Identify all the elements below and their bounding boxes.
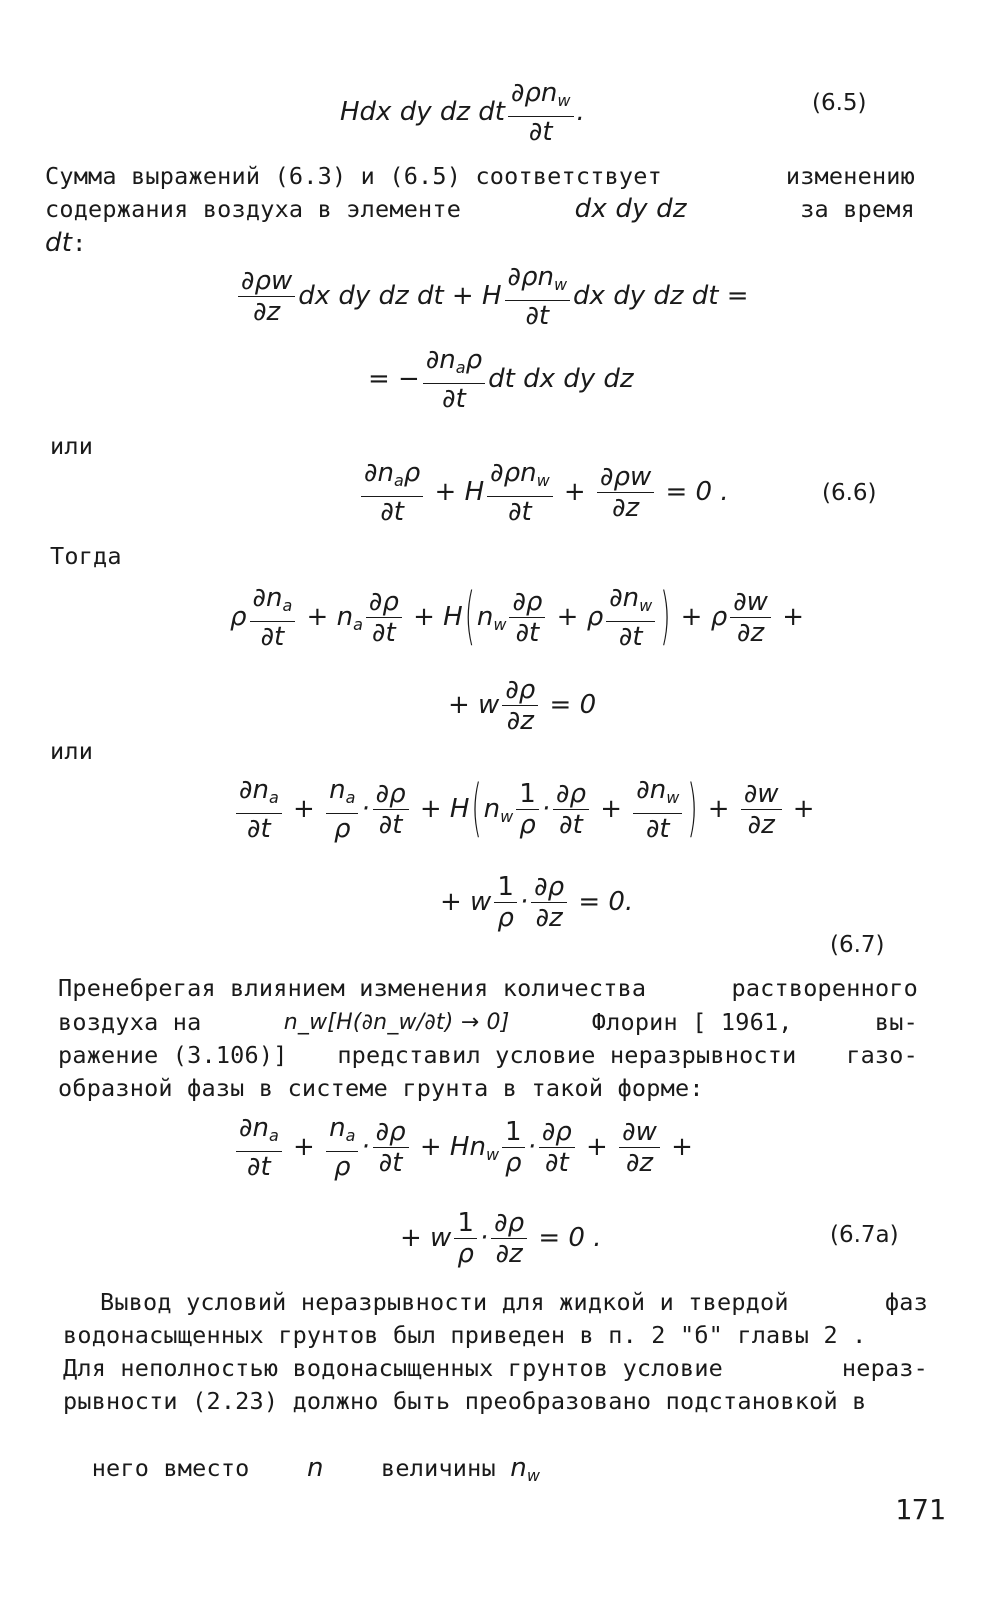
- equation-air-balance-line-2: = − $\frac{\partial n_a\rho}{\partial t}$ dt dx dy dz: [368, 345, 634, 414]
- equation-6-5: Hdx dy dz dt $\frac{\partial\rho n_w}{\partial t}$ .: [340, 78, 585, 147]
- equation-6-7a: + w $\frac{1}{\rho}$ · $\frac{\partial\rho}{\partial z}$ = 0 .: [400, 1208, 602, 1269]
- equation-6-7-line-1: $\frac{\partial n_a}{\partial t}$ + $\frac{n_a}{\rho}$ · $\frac{\partial\rho}{\partial t}$ + $H(n_w$ $\frac{1}{\rho}$ · $\frac{\partial\rho}{\partial t}$ + $\frac{\partial n_w}{\partial t}$ ) + $\frac{\partial w}{\partial z}$ +: [233, 775, 815, 844]
- word-or-2: или: [50, 737, 94, 765]
- word-then: Тогда: [50, 542, 122, 570]
- page-number: 171: [895, 1493, 946, 1526]
- equation-expanded-line-1: ρ $\frac{\partial n_a}{\partial t}$ + $n_a$ $\frac{\partial\rho}{\partial t}$ + $H(n_w$ $\frac{\partial\rho}{\partial t}$ + ρ $\frac{\partial n_w}{\partial t}$ ) + ρ $\frac{\partial w}{\partial z}$ +: [230, 581, 805, 654]
- equation-number-6-7: (6.7): [830, 932, 885, 958]
- paragraph-3-line-3: Для неполностью водонасыщенных грунтов условие нераз-: [63, 1354, 928, 1382]
- equation-number-6-7a: (6.7a): [830, 1222, 899, 1248]
- paragraph-2-line-4: образной фазы в системе грунта в такой форме:: [58, 1074, 704, 1102]
- paragraph-3-line-1: Вывод условий неразрывности для жидкой и твердой фаз: [100, 1288, 928, 1316]
- paragraph-3-line-2: водонасыщенных грунтов был приведен в п. 2 "б" главы 2 .: [63, 1321, 867, 1349]
- paragraph-2-line-2: воздуха на n_w[H(∂n_w/∂t) → 0] Флорин [ 1961, вы-: [58, 1008, 918, 1036]
- equation-6-6: $\frac{\partial n_a\rho}{\partial t}$ + H $\frac{\partial\rho n_w}{\partial t}$ + $\frac{\partial\rho w}{\partial z}$ = 0 .: [358, 458, 729, 527]
- equation-number-6-6: (6.6): [822, 480, 877, 506]
- paragraph-3-line-5: него вместо n величины $n_w$: [91, 1452, 541, 1485]
- word-or-1: или: [50, 432, 94, 460]
- paragraph-1-line-2: содержания воздуха в элементе dx dy dz за время: [45, 194, 915, 224]
- equation-number-6-5: (6.5): [812, 90, 867, 116]
- equation-6-7-line-2: + w $\frac{1}{\rho}$ · $\frac{\partial\rho}{\partial z}$ = 0.: [440, 872, 634, 933]
- paragraph-2-line-1: Пренебрегая влиянием изменения количества растворенного: [58, 974, 918, 1002]
- paragraph-1-line-3: dt:: [45, 228, 87, 258]
- paragraph-2-line-3: ражение (3.106)] представил условие неразрывности газо-: [58, 1041, 918, 1069]
- equation-expanded-line-2: + w $\frac{\partial\rho}{\partial z}$ = 0: [448, 675, 597, 736]
- paragraph-1-line-1: Сумма выражений (6.3) и (6.5) соответствует изменению: [45, 162, 915, 190]
- paragraph-3-line-4: рывности (2.23) должно быть преобразовано подстановкой в: [63, 1387, 867, 1415]
- equation-florin-line-1: $\frac{\partial n_a}{\partial t}$ + $\frac{n_a}{\rho}$ · $\frac{\partial\rho}{\partial t}$ + $Hn_w$ $\frac{1}{\rho}$ · $\frac{\partial\rho}{\partial t}$ + $\frac{\partial w}{\partial z}$ +: [233, 1113, 693, 1182]
- equation-air-balance-line-1: $\frac{\partial\rho w}{\partial z}$ dx dy dz dt + H $\frac{\partial\rho n_w}{\partial t}$ dx dy dz dt =: [235, 262, 749, 331]
